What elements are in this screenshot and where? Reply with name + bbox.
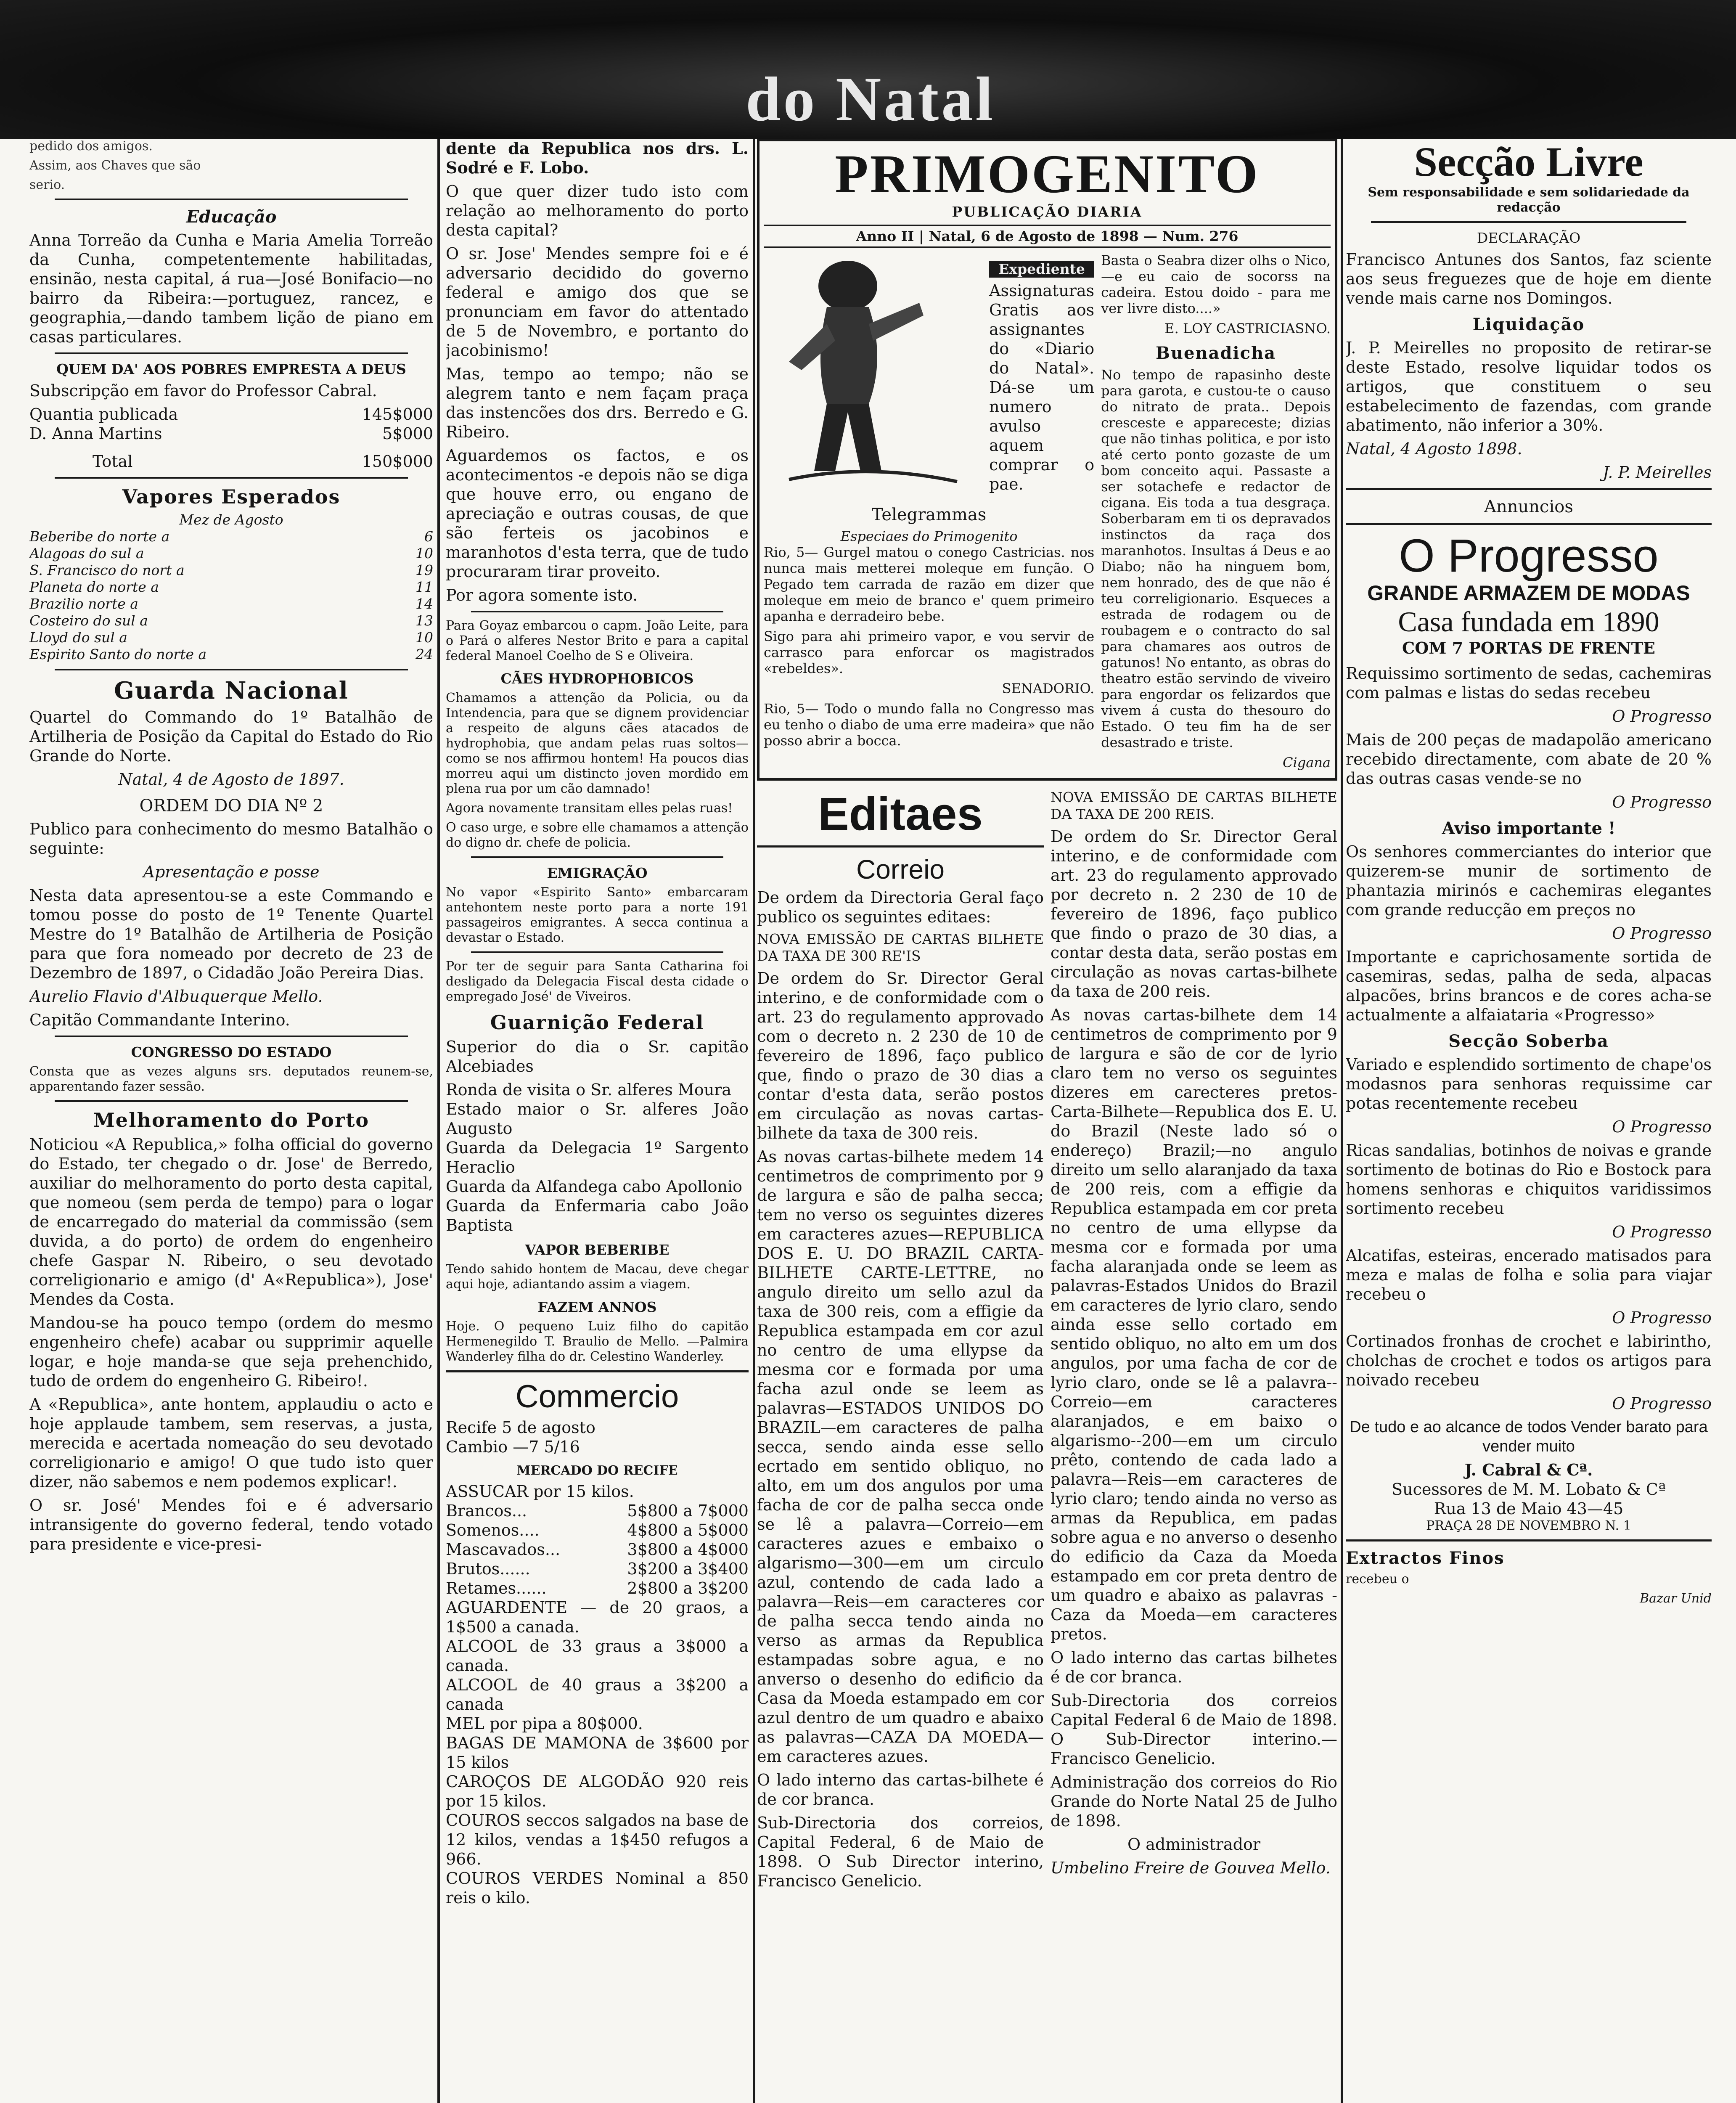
- cabral-address: Rua 13 de Maio 43—45: [1434, 1499, 1624, 1518]
- section-title-finos: Extractos Finos: [1346, 1548, 1505, 1568]
- subscription-row: [29, 405, 433, 424]
- divider: [55, 1100, 408, 1102]
- primogenito-right: [1101, 252, 1331, 775]
- article-signature: Cigana: [1283, 755, 1331, 771]
- section-title-educacao: Educação: [186, 207, 277, 227]
- primogenito-columns: [764, 252, 1331, 775]
- price-list: [446, 1501, 749, 1598]
- article-text: Para Goyaz embarcou o capm. João Leite, para o Pará o alferes Nestor Brito e para a capital federal Manoel Coelho de S e Oliveira.: [446, 618, 749, 663]
- article-text: Noticiou «A Republica,» folha official do governo do Estado, ter chegado o dr. Jose' de Berredo, auxiliar do melhoramento do porto desta capital, que nomeou (sem perda de tempo) para o logar de encarregado do material da commissão (sem duvida, a do porto) de ordem do engenheiro chefe Gaspar N. Ribeiro, o seu devotado correligionario e amigo (d' A«Republica»), Jose' Mendes da Costa.: [29, 1135, 433, 1308]
- article-text: Rio, 5— Todo o mundo falla no Congresso mas eu tenho o diabo de uma erre madeira» que não posso abrir a bocca.: [764, 701, 1095, 749]
- row-value: 150$000: [362, 452, 433, 471]
- primogenito-box: [757, 139, 1337, 781]
- article-date: Natal, 4 de Agosto de 1897.: [118, 770, 344, 789]
- list-item: Espirito Santo do norte a 24: [29, 646, 433, 662]
- article-text: dente da Republica nos drs. L. Sodré e F. Lobo.: [446, 139, 749, 177]
- article-text: De ordem do Sr. Director Geral interino, e de conformidade com art. 23 do regulamento approvado por decreto n. 2 230 de 10 de fevereiro de 1896, faço publico que findo o prazo de 30 dias, a contar desta data, serão postas em circulação as novas cartas-bilhete da taxa de 200 reis.: [1051, 827, 1337, 1001]
- article-subtitle: Apresentação e posse: [143, 863, 320, 881]
- subscription-row: [29, 424, 433, 443]
- section-title-guarda: Guarda Nacional: [114, 677, 349, 705]
- article-text: De tudo e ao alcance de todos Vender barato para vender muito: [1350, 1418, 1708, 1455]
- list-item: AGUARDENTE — de 20 graos, a 1$500 a canada.: [446, 1598, 749, 1636]
- masthead-title-fragment: do Natal: [746, 64, 995, 134]
- article-date: Natal, 4 Agosto 1898.: [1346, 440, 1522, 458]
- divider: [471, 951, 723, 953]
- divider: [55, 669, 408, 670]
- table-row: Somenos.... 4$800 a 5$000: [446, 1521, 749, 1539]
- article-signature: O Progresso: [1612, 1394, 1712, 1413]
- primogenito-subtitle: PUBLICAÇÃO DIARIA: [952, 204, 1143, 220]
- article-text: Por ter de seguir para Santa Catharina foi desligado da Delegacia Fiscal desta cidade o empregado José' de Viveiros.: [446, 959, 749, 1004]
- article-text: Chamamos a attenção da Policia, ou da Intendencia, para que se dignem providenciar a respeito de alguns cães atacados de hydrophobia, que andam pelas ruas soltos—como se nos affirmou hontem! Ha poucos dias morreu aqui um distincto joven mordido em plena rua por um cão damnado!: [446, 691, 749, 796]
- cabral-name: J. Cabral & Cª.: [1464, 1460, 1593, 1479]
- article-text: Por agora somente isto.: [446, 586, 638, 604]
- column-rule: [1341, 139, 1343, 2103]
- article-text: NOVA EMISSÃO DE CARTAS BILHETE DA TAXA DE 200 REIS.: [1051, 789, 1337, 822]
- divider: [55, 199, 408, 200]
- article-text: Sub-Directoria dos correios Capital Federal 6 de Maio de 1898. O Sub-Director interino.—Francisco Genelicio.: [1051, 1691, 1337, 1768]
- article-text: No vapor «Espirito Santo» embarcaram antehontem neste porto para a norte 191 passageiros emigrantes. A secca continua a devastar o Estado.: [446, 885, 749, 945]
- section-title-mercado: MERCADO DO RECIFE: [516, 1463, 678, 1478]
- editaes-right: [1051, 789, 1337, 1895]
- article-signature: O Progresso: [1612, 707, 1712, 726]
- divider: [55, 352, 408, 354]
- cabral-sub: Sucessores de M. M. Lobato & Cª: [1392, 1480, 1666, 1499]
- list-item: ALCOOL de 33 graus a 3$000 a canada.: [446, 1637, 749, 1675]
- list-item: Guarda da Enfermaria cabo João Baptista: [446, 1197, 749, 1234]
- list-item: BAGAS DE MAMONA de 3$600 por 15 kilos: [446, 1734, 749, 1772]
- list-item: S. Francisco do nort a 19: [29, 562, 433, 578]
- article-text: Cortinados fronhas de crochet e labirintho, cholchas de crochet e todos os artigos para noivado recebeu: [1346, 1332, 1712, 1389]
- list-item: Beberibe do norte a 6: [29, 528, 433, 545]
- article-text: O lado interno das cartas bilhetes é de cor branca.: [1051, 1648, 1337, 1686]
- article-text: Cambio —7 5/16: [446, 1438, 580, 1456]
- article-text: Administração dos correios do Rio Grande do Norte Natal 25 de Julho de 1898.: [1051, 1773, 1337, 1830]
- fragment-line: serio.: [29, 177, 65, 192]
- article-text: De ordem do Sr. Director Geral interino, e de conformidade com o art. 23 do regulamento approvado com o decreto n. 2 230 de 10 de fevereiro de 1896, faço publico que, findo o prazo de 30 dias a contar d'esta data, serão postos em circulação as novas cartas-bilhete da taxa de 300 reis.: [757, 969, 1044, 1142]
- row-value: 145$000: [362, 405, 433, 424]
- masthead-banner: [0, 0, 1736, 139]
- article-text: Mais de 200 peças de madapolão americano recebido directamente, com abate de 20 % das outras casas vende-se no: [1346, 731, 1712, 788]
- divider: [446, 1370, 749, 1372]
- section-title-emigracao: EMIGRAÇÃO: [547, 865, 648, 881]
- row-label: D. Anna Martins: [29, 424, 162, 443]
- article-text: Mandou-se ha pouco tempo (ordem do mesmo engenheiro chefe) acabar ou supprimir aquelle logar, e hoje manda-se que seja prehenchido, tudo de ordem do engenheiro G. Ribeiro!.: [29, 1314, 433, 1390]
- vapores-list: [29, 528, 433, 663]
- article-text: Sub-Directoria dos correios, Capital Federal, 6 de Maio de 1898. O Sub Director interino, Francisco Genelicio.: [757, 1814, 1044, 1890]
- article-text: O caso urge, e sobre elle chamamos a attenção do digno dr. chefe de policia.: [446, 820, 749, 850]
- section-title-telegrammas: Telegrammas: [871, 505, 987, 524]
- table-row: Retames...... 2$800 a 3$200: [446, 1579, 749, 1597]
- divider: [55, 1036, 408, 1037]
- list-item: COUROS VERDES Nominal a 850 reis o kilo.: [446, 1869, 749, 1907]
- column-1: [29, 139, 433, 2103]
- article-text: A «Republica», ante hontem, applaudiu o acto e hoje applaude tambem, sem reservas, a justa, merecida e acertada nomeação do seu devotado correligionario e amigo! O que tudo isto quer dizer, não sabemos e nem podemos explicar!.: [29, 1395, 433, 1491]
- editaes-title: Editaes: [818, 788, 983, 840]
- section-title-melhoramento: Melhoramento do Porto: [93, 1109, 370, 1131]
- primogenito-title: PRIMOGENITO: [835, 144, 1260, 204]
- article-signature: Bazar Unid: [1640, 1591, 1712, 1606]
- section-title-correio: Correio: [856, 854, 945, 885]
- section-title-ordem: ORDEM DO DIA Nº 2: [139, 796, 323, 816]
- divider: [1371, 221, 1686, 223]
- list-item: Costeiro do sul a 13: [29, 612, 433, 629]
- column-4: [1346, 139, 1712, 2103]
- article-text: Requissimo sortimento de sedas, cachemiras com palmas e listas do sedas recebeu: [1346, 664, 1712, 702]
- section-title-annuncios: Annuncios: [1484, 497, 1573, 516]
- article-text: Variado e esplendido sortimento de chape'os modasnos para senhoras requissime car potas recentemente recebeu: [1346, 1055, 1712, 1112]
- article-signature: O Progresso: [1612, 793, 1712, 811]
- article-text: Francisco Antunes dos Santos, faz sciente aos seus freguezes que de hoje em diente vende mais carne nos Domingos.: [1346, 250, 1712, 307]
- table-row: Mascavados... 3$800 a 4$000: [446, 1540, 749, 1559]
- seccao-livre-subtitle: Sem responsabilidade e sem solidariedade da redacção: [1368, 185, 1690, 215]
- section-title-caes: CÃES HYDROPHOBICOS: [500, 670, 694, 687]
- section-subtitle: Especiaes do Primogenito: [840, 528, 1018, 544]
- article-text: O que quer dizer tudo isto com relação ao melhoramento do porto desta capital?: [446, 182, 749, 239]
- article-text: Recife 5 de agosto: [446, 1418, 595, 1437]
- article-signature: O Progresso: [1612, 1308, 1712, 1327]
- article-signature: Umbelino Freire de Gouvea Mello.: [1051, 1859, 1331, 1877]
- list-item: CAROÇOS DE ALGODÃO 920 reis por 15 kilos.: [446, 1772, 749, 1810]
- article-text: No tempo de rapasinho deste para garota, e custou-te o causo do nitrato de prata.. Depois cresceste e appareceste; dizias que não tinhas politica, e por isto até certo ponto gozaste de um bom conceito aqui. Passaste a ser sotachefe e redactor de cigana. Eis toda a tua desgraça. Soberbaram em ti os depravados instinctos da raça dos maranhotos. Insultas á Deus e ao Diabo; não ha ninguem bom, nem honrado, des de que não é teu correligionario. Esqueces a estrada de rodagem ou de roubagem e o contracto do sal para chamares aos outros de gatunos! No entanto, as obras do theatro estão servindo de viveiro para engordar os felizardos que vivem á custa do thesouro do Estado. O teu fim ha de ser desastrado e triste.: [1101, 367, 1331, 750]
- list-item: Ronda de visita o Sr. alferes Moura: [446, 1081, 732, 1099]
- article-signature: O Progresso: [1612, 1223, 1712, 1241]
- table-row: Brancos... 5$800 a 7$000: [446, 1502, 749, 1520]
- expediente-box: [989, 252, 1094, 498]
- section-subtitle: Mez de Agosto: [179, 511, 283, 528]
- section-title-aviso: Aviso importante !: [1442, 818, 1616, 838]
- article-text: Anna Torreão da Cunha e Maria Amelia Torreão da Cunha, competentemente habilitadas, ensinão, nesta capital, á rua—José Bonifacio—no bairro da Ribeira:—portuguez, rancez, e geographia,—dando tambem lição de piano em casas particulares.: [29, 231, 433, 346]
- list-item: Guarda da Alfandega cabo Apollonio: [446, 1177, 742, 1196]
- primogenito-left: [764, 252, 1094, 775]
- section-title-pobres: QUEM DA' AOS POBRES EMPRESTA A DEUS: [56, 361, 406, 377]
- article-text: O administrador: [1127, 1835, 1260, 1854]
- article-signature: O Progresso: [1612, 1118, 1712, 1136]
- section-title-liquidacao: Liquidação: [1472, 315, 1585, 334]
- article-text: Os senhores commerciantes do interior que quizerem-se munir de sortimento de phantazia mirinós e cachemiras elegantes com grande reducção em preços no: [1346, 842, 1712, 919]
- divider: [1346, 523, 1712, 525]
- list-item: ALCOOL de 40 graus a 3$200 a canada: [446, 1676, 749, 1714]
- article-text: O sr. José' Mendes foi e é adversario intransigente do governo federal, tendo votado para presidente e vice-presi-: [29, 1496, 433, 1553]
- progresso-casa: Casa fundada em 1890: [1398, 606, 1659, 638]
- article-signature: J. P. Meirelles: [1603, 463, 1712, 482]
- article-text: Ricas sandalias, botinhos de noivas e grande sortimento de botinas do Rio e Bostock para homens senhoras e chiquitos varidissimos sortimento recebeu: [1346, 1141, 1712, 1218]
- article-signature: SENADORIO.: [1002, 681, 1095, 697]
- list-item: Alagoas do sul a 10: [29, 545, 433, 562]
- article-text: De ordem da Directoria Geral faço publico os seguintes editaes:: [757, 888, 1044, 926]
- article-text: recebeu o: [1346, 1572, 1409, 1587]
- list-item: Estado maior o Sr. alferes João Augusto: [446, 1100, 749, 1138]
- divider: [471, 611, 723, 612]
- article-text: Tendo sahido hontem de Macau, deve chegar aqui hoje, adiantando assim a viagem.: [446, 1262, 749, 1292]
- subscription-total: [29, 452, 433, 471]
- article-text: As novas cartas-bilhete medem 14 centimetros de comprimento por 9 de largura e são de palha secca; tem no verso os seguintes dizeres em caracteres azues—REPUBLICA DOS E. U. DO BRAZIL CARTA-BILHETE CARTE-LETTRE, no angulo direito um sello azul da taxa de 300 reis, com a effigie da Republica estampada em cor azul no centro de uma ellypse da mesma cor e formada por uma facha azul onde se leem as palavras—ESTADOS UNIDOS DO BRAZIL—em caracteres de palha secca, sendo ainda esse sello ecrtado em sentido obliquo, no alto, em um dos angulos por uma facha de cor de palha secca onde se lê a palavra—Correio—em caracteres azues e embaixo o algarismo—300—em um circulo azul, contendo de cada lado a palavra—Reis—em caracteres cor de palha secca tendo ainda no verso as armas da Republica estampadas sobre agua, e no anverso o desenho do edificio da Casa da Moeda estampado em cor azul dentro de um quadro e abaixo as palavras—CAZA DA MOEDA—em caracteres azues.: [757, 1147, 1044, 1766]
- section-title-buenadicha: Buenadicha: [1156, 343, 1276, 363]
- fragment-line: Assim, aos Chaves que são: [29, 158, 201, 173]
- divider: [1346, 1539, 1712, 1541]
- row-label: Total: [93, 452, 133, 471]
- section-title-beberibe: VAPOR BEBERIBE: [525, 1242, 670, 1258]
- divider: [471, 856, 723, 858]
- section-title-annos: FAZEM ANNOS: [537, 1299, 657, 1315]
- column-rule: [753, 139, 755, 2103]
- column-rule: [437, 139, 440, 2103]
- article-text: Basta o Seabra dizer olhs o Nico, —e eu caio de socorss na cadeira. Estou doido - para me ver livre disto....»: [1101, 252, 1331, 316]
- progresso-subtitle: GRANDE ARMAZEM DE MODAS: [1367, 581, 1690, 605]
- fragment-line: pedido dos amigos.: [29, 139, 153, 154]
- section-title-vapores: Vapores Esperados: [122, 485, 341, 508]
- article-text: Sigo para ahi primeiro vapor, e vou servir de carrasco para enforcar os magistrados «rebeldes».: [764, 628, 1095, 676]
- seccao-livre-title: Secção Livre: [1414, 139, 1643, 185]
- article-text: Consta que as vezes alguns srs. deputados reunem-se, apparentando fazer sessão.: [29, 1064, 433, 1094]
- article-text: NOVA EMISSÃO DE CARTAS BILHETE DA TAXA DE 300 RE'IS: [757, 931, 1044, 964]
- list-item: MEL por pipa a 80$000.: [446, 1714, 643, 1733]
- article-text: As novas cartas-bilhete dem 14 centimetros de comprimento por 9 de largura e são de cor de lyrio claro tem no verso os seguintes dizeres em carecteres pretos-Carta-Bilhete—Republica dos E. U. do Brazil (Neste lado só o endereço) Brazil;—no angulo direito um sello alaranjado da taxa de 200 reis, com a effigie da Republica estampada em cor preta no centro de uma ellypse da mesma cor e formada por uma facha alaranjada onde se leem as palavras-Estados Unidos do Brazil em caracteres de lyrio claro, sendo ainda esse sello cortado em sentido obliquo, no alto em um dos angulos, por uma facha de cor de lyrio claro, onde se lê a palavra--Correio—em caracteres alaranjados, e em baixo o algarismo--200—em um circulo prêto, contendo de cada lado a palavra—Reis—em caracteres de lyrio claro; tendo ainda no verso as armas da Republica, em padas sobre agua e no anverso o desenho do edificio da Caza da Moeda estampado em cor preta dentro de um quadro e abaixo as palavras -Caza da Moeda—em caracteres pretos.: [1051, 1006, 1337, 1643]
- article-text: Superior do dia o Sr. capitão Alcebiades: [446, 1038, 749, 1075]
- progresso-title: O Progresso: [1399, 530, 1659, 582]
- list-item: COUROS seccos salgados na base de 12 kilos, vendas a 1$450 refugos a 966.: [446, 1811, 749, 1868]
- progresso-portas: COM 7 PORTAS DE FRENTE: [1402, 638, 1655, 657]
- article-text: Nesta data apresentou-se a este Commando e tomou posse do posto de 1º Tenente Quartel Mestre do 1º Batalhão de Artilheria de Posição para que fora nomeado por decreto de 23 de Dezembro de 1897, o Cidadão João Pereira Dias.: [29, 886, 433, 982]
- caricature-illustration: [764, 252, 982, 488]
- article-text: ASSUCAR por 15 kilos.: [446, 1482, 634, 1501]
- expediente-text: Assignaturas Gratis aos assignantes do «Diario do Natal». Dá-se um numero avulso aquem comprar o pae.: [989, 281, 1095, 493]
- article-text: Mas, tempo ao tempo; não se alegrem tanto e nem façam praça das instencões dos drs. Berredo e G. Ribeiro.: [446, 365, 749, 441]
- divider: [55, 477, 408, 479]
- article-text: Alcatifas, esteiras, encerado matisados para meza e malas de folha e solia para viajar recebeu o: [1346, 1246, 1712, 1303]
- expediente-title: Expediente: [989, 261, 1094, 278]
- article-text: Hoje. O pequeno Luiz filho do capitão Hermenegildo T. Braulio de Mello. —Palmira Wanderley filha do dr. Celestino Wanderley.: [446, 1319, 749, 1364]
- list-item: Planeta do norte a 11: [29, 579, 433, 595]
- article-text: Agora novamente transitam elles pelas ruas!: [446, 801, 733, 816]
- article-text: Capitão Commandante Interino.: [29, 1011, 290, 1029]
- section-title-congresso: CONGRESSO DO ESTADO: [131, 1044, 332, 1060]
- article-text: Quartel do Commando do 1º Batalhão de Artilheria de Posição da Capital do Estado do Rio Grande do Norte.: [29, 708, 433, 765]
- column-2: [446, 139, 749, 2103]
- article-signature: Aurelio Flavio d'Albuquerque Mello.: [29, 987, 323, 1006]
- section-title-commercio: Commercio: [515, 1379, 679, 1414]
- editaes-left: [757, 789, 1044, 1895]
- divider: [1346, 488, 1712, 490]
- list-item: Lloyd do sul a 10: [29, 629, 433, 646]
- divider: [757, 845, 1044, 848]
- issue-line: Anno II | Natal, 6 de Agosto de 1898 — Num. 276: [764, 225, 1331, 248]
- article-signature: E. LOY CASTRICIASNO.: [1164, 320, 1331, 336]
- article-text: O lado interno das cartas-bilhete é de cor branca.: [757, 1771, 1044, 1809]
- article-text: Subscripção em favor do Professor Cabral.: [29, 381, 377, 400]
- article-text: Rio, 5— Gurgel matou o conego Castricias. nos nunca mais metterei moleque em função. O Pegado tem carrada de razão em dizer que moleque em meio de branco e' quem primeiro apanha e derradeiro bebe.: [764, 544, 1095, 624]
- row-value: 5$000: [382, 424, 433, 443]
- column-3: [757, 139, 1337, 2103]
- section-title-guarnicao: Guarnição Federal: [490, 1011, 704, 1034]
- section-title-soberba: Secção Soberba: [1448, 1031, 1609, 1051]
- table-row: Brutos...... 3$200 a 3$400: [446, 1560, 749, 1578]
- section-title-declaracao: DECLARAÇÃO: [1477, 230, 1581, 246]
- article-text: Aguardemos os factos, e os acontecimentos -e depois não se diga que houve erro, ou engano de apreciação e outras cousas, de que são ferteis os jacobinos e maranhotos d'esta terra, que de tudo procuraram tirar proveito.: [446, 446, 749, 581]
- article-text: O sr. Jose' Mendes sempre foi e é adversario decidido do governo federal e amigo dos que se pronunciam em favor do attentado de 5 de Novembro, e portanto do jacobinismo!: [446, 244, 749, 360]
- editaes-section: [757, 789, 1337, 1895]
- article-text: Importante e caprichosamente sortida de casemiras, sedas, palha de seda, alpacas alpacões, brins brancos e de cores acha-se actualmente a alfaiataria «Progresso»: [1346, 948, 1712, 1024]
- article-signature: O Progresso: [1612, 924, 1712, 943]
- row-label: Quantia publicada: [29, 405, 178, 424]
- article-text: Publico para conhecimento do mesmo Batalhão o seguinte:: [29, 820, 433, 858]
- list-item: Guarda da Delegacia 1º Sargento Heraclio: [446, 1139, 749, 1176]
- article-text: J. P. Meirelles no proposito de retirar-se deste Estado, resolve liquidar todos os artigos, que constituem o seu estabelecimento de fazendas, com grande abatimento, não inferior a 30%.: [1346, 339, 1712, 434]
- list-item: Brazilio norte a 14: [29, 596, 433, 612]
- cabral-praca: PRAÇA 28 DE NOVEMBRO N. 1: [1426, 1518, 1631, 1533]
